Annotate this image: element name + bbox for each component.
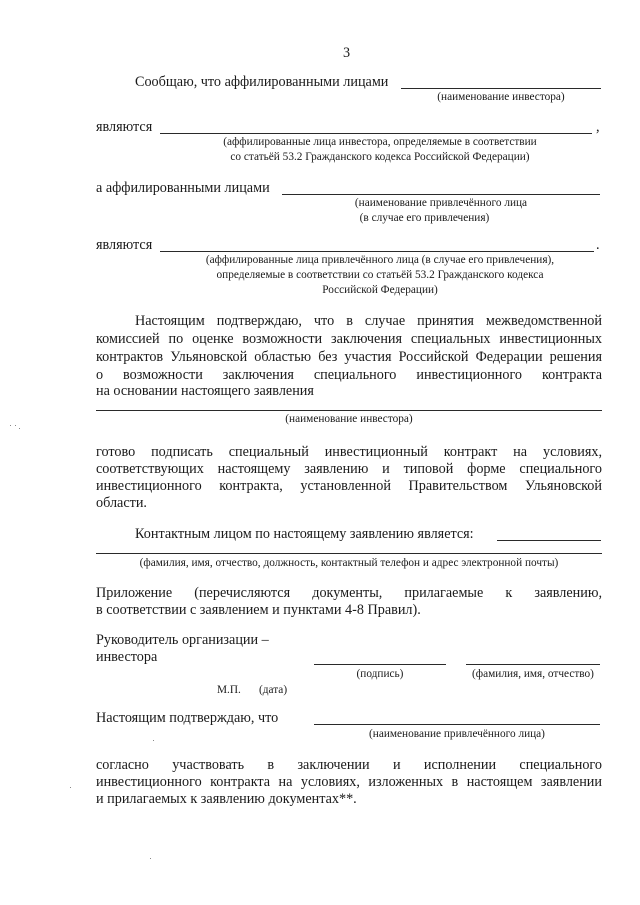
trailing-comma: , [596,119,600,135]
attracted-person-name-caption: (наименование привлечённого лица) [369,728,545,740]
contact-person-field[interactable] [497,540,601,541]
affiliates-intro: Сообщаю, что аффилированными лицами [135,74,389,90]
ready-line-1: готово подписать специальный инвестиционный контракт на условиях, [96,444,602,460]
investor-affiliates-caption-1: (аффилированные лица инвестора, определяемые в соответствии [223,136,537,148]
scan-speck [19,428,20,429]
attracted-person-caption-2: (в случае его привлечения) [359,212,490,224]
attracted-line-1: согласно участвовать в заключении и исполнении специального [96,757,602,773]
attracted-affiliates-field[interactable] [160,251,594,252]
attracted-affiliates-caption-2: определяемые в соответствии со статьёй 53.2 Гражданского кодекса [216,269,544,281]
attracted-person-caption-1: (наименование привлечённого лица [354,197,528,209]
contact-person-label: Контактным лицом по настоящему заявлению является: [135,526,474,542]
confirmation-line-1: Настоящим подтверждаю, что в случае принятия межведомственной [135,313,602,329]
are-label-2: являются [96,237,153,253]
attracted-person-field[interactable] [282,194,600,195]
investor-name-field[interactable] [401,88,601,89]
scan-speck [70,787,71,788]
investor-affiliates-caption-2: со статьёй 53.2 Гражданского кодекса Российской Федерации) [230,151,530,163]
investor-name-caption-2: (наименование инвестора) [285,413,413,425]
ready-last-line: области. [96,495,147,511]
ready-line-2: соответствующих настоящему заявлению и типовой форме специального [96,461,602,477]
attracted-affiliates-caption-1: (аффилированные лица привлечённого лица (в случае его привлечения), [205,254,555,266]
head-of-organization-label-1: Руководитель организации – [96,632,269,648]
confirmation-line-2: комиссией по оценке возможности заключения специальных инвестиционных [96,331,602,347]
attracted-line-2: инвестиционного контракта на условиях, изложенных в настоящем заявлении [96,774,602,790]
attracted-confirmation-label: Настоящим подтверждаю, что [96,710,279,726]
attracted-person-name-field[interactable] [314,724,600,725]
signature-field[interactable] [314,664,446,665]
scan-speck [10,425,11,426]
appendix-line-2: в соответствии с заявлением и пунктами 4-8 Правил). [96,602,421,618]
full-name-field[interactable] [466,664,600,665]
confirmation-last-line: на основании настоящего заявления [96,383,314,399]
scan-speck [150,858,151,859]
appendix-line-1: Приложение (перечисляются документы, прилагаемые к заявлению, [96,585,602,601]
investor-name-caption: (наименование инвестора) [437,91,565,103]
are-label: являются [96,119,153,135]
investor-name-field-2[interactable] [96,410,602,411]
ready-line-3: инвестиционного контракта, установленной Правительством Ульяновской [96,478,602,494]
date-placeholder: (дата) [259,684,288,696]
attracted-affiliates-intro: а аффилированными лицами [96,180,270,196]
confirmation-line-4: о возможности заключения специального инвестиционного контракта [96,367,602,383]
contact-details-field[interactable] [96,553,602,554]
confirmation-line-3: контрактов Ульяновской областью без участия Российской Федерации решения [96,349,602,365]
head-of-organization-label-2: инвестора [96,649,158,665]
scan-speck [15,425,16,426]
page-number: 3 [343,45,351,61]
scan-speck [153,740,154,741]
contact-details-caption: (фамилия, имя, отчество, должность, контактный телефон и адрес электронной почты) [139,557,559,569]
attracted-last-line: и прилагаемых к заявлению документах**. [96,791,357,807]
stamp-placeholder: М.П. [217,684,241,696]
full-name-caption: (фамилия, имя, отчество) [472,668,594,680]
attracted-affiliates-caption-3: Российской Федерации) [322,284,438,296]
investor-affiliates-field[interactable] [160,133,592,134]
signature-caption: (подпись) [356,668,404,680]
trailing-period: . [596,237,600,253]
